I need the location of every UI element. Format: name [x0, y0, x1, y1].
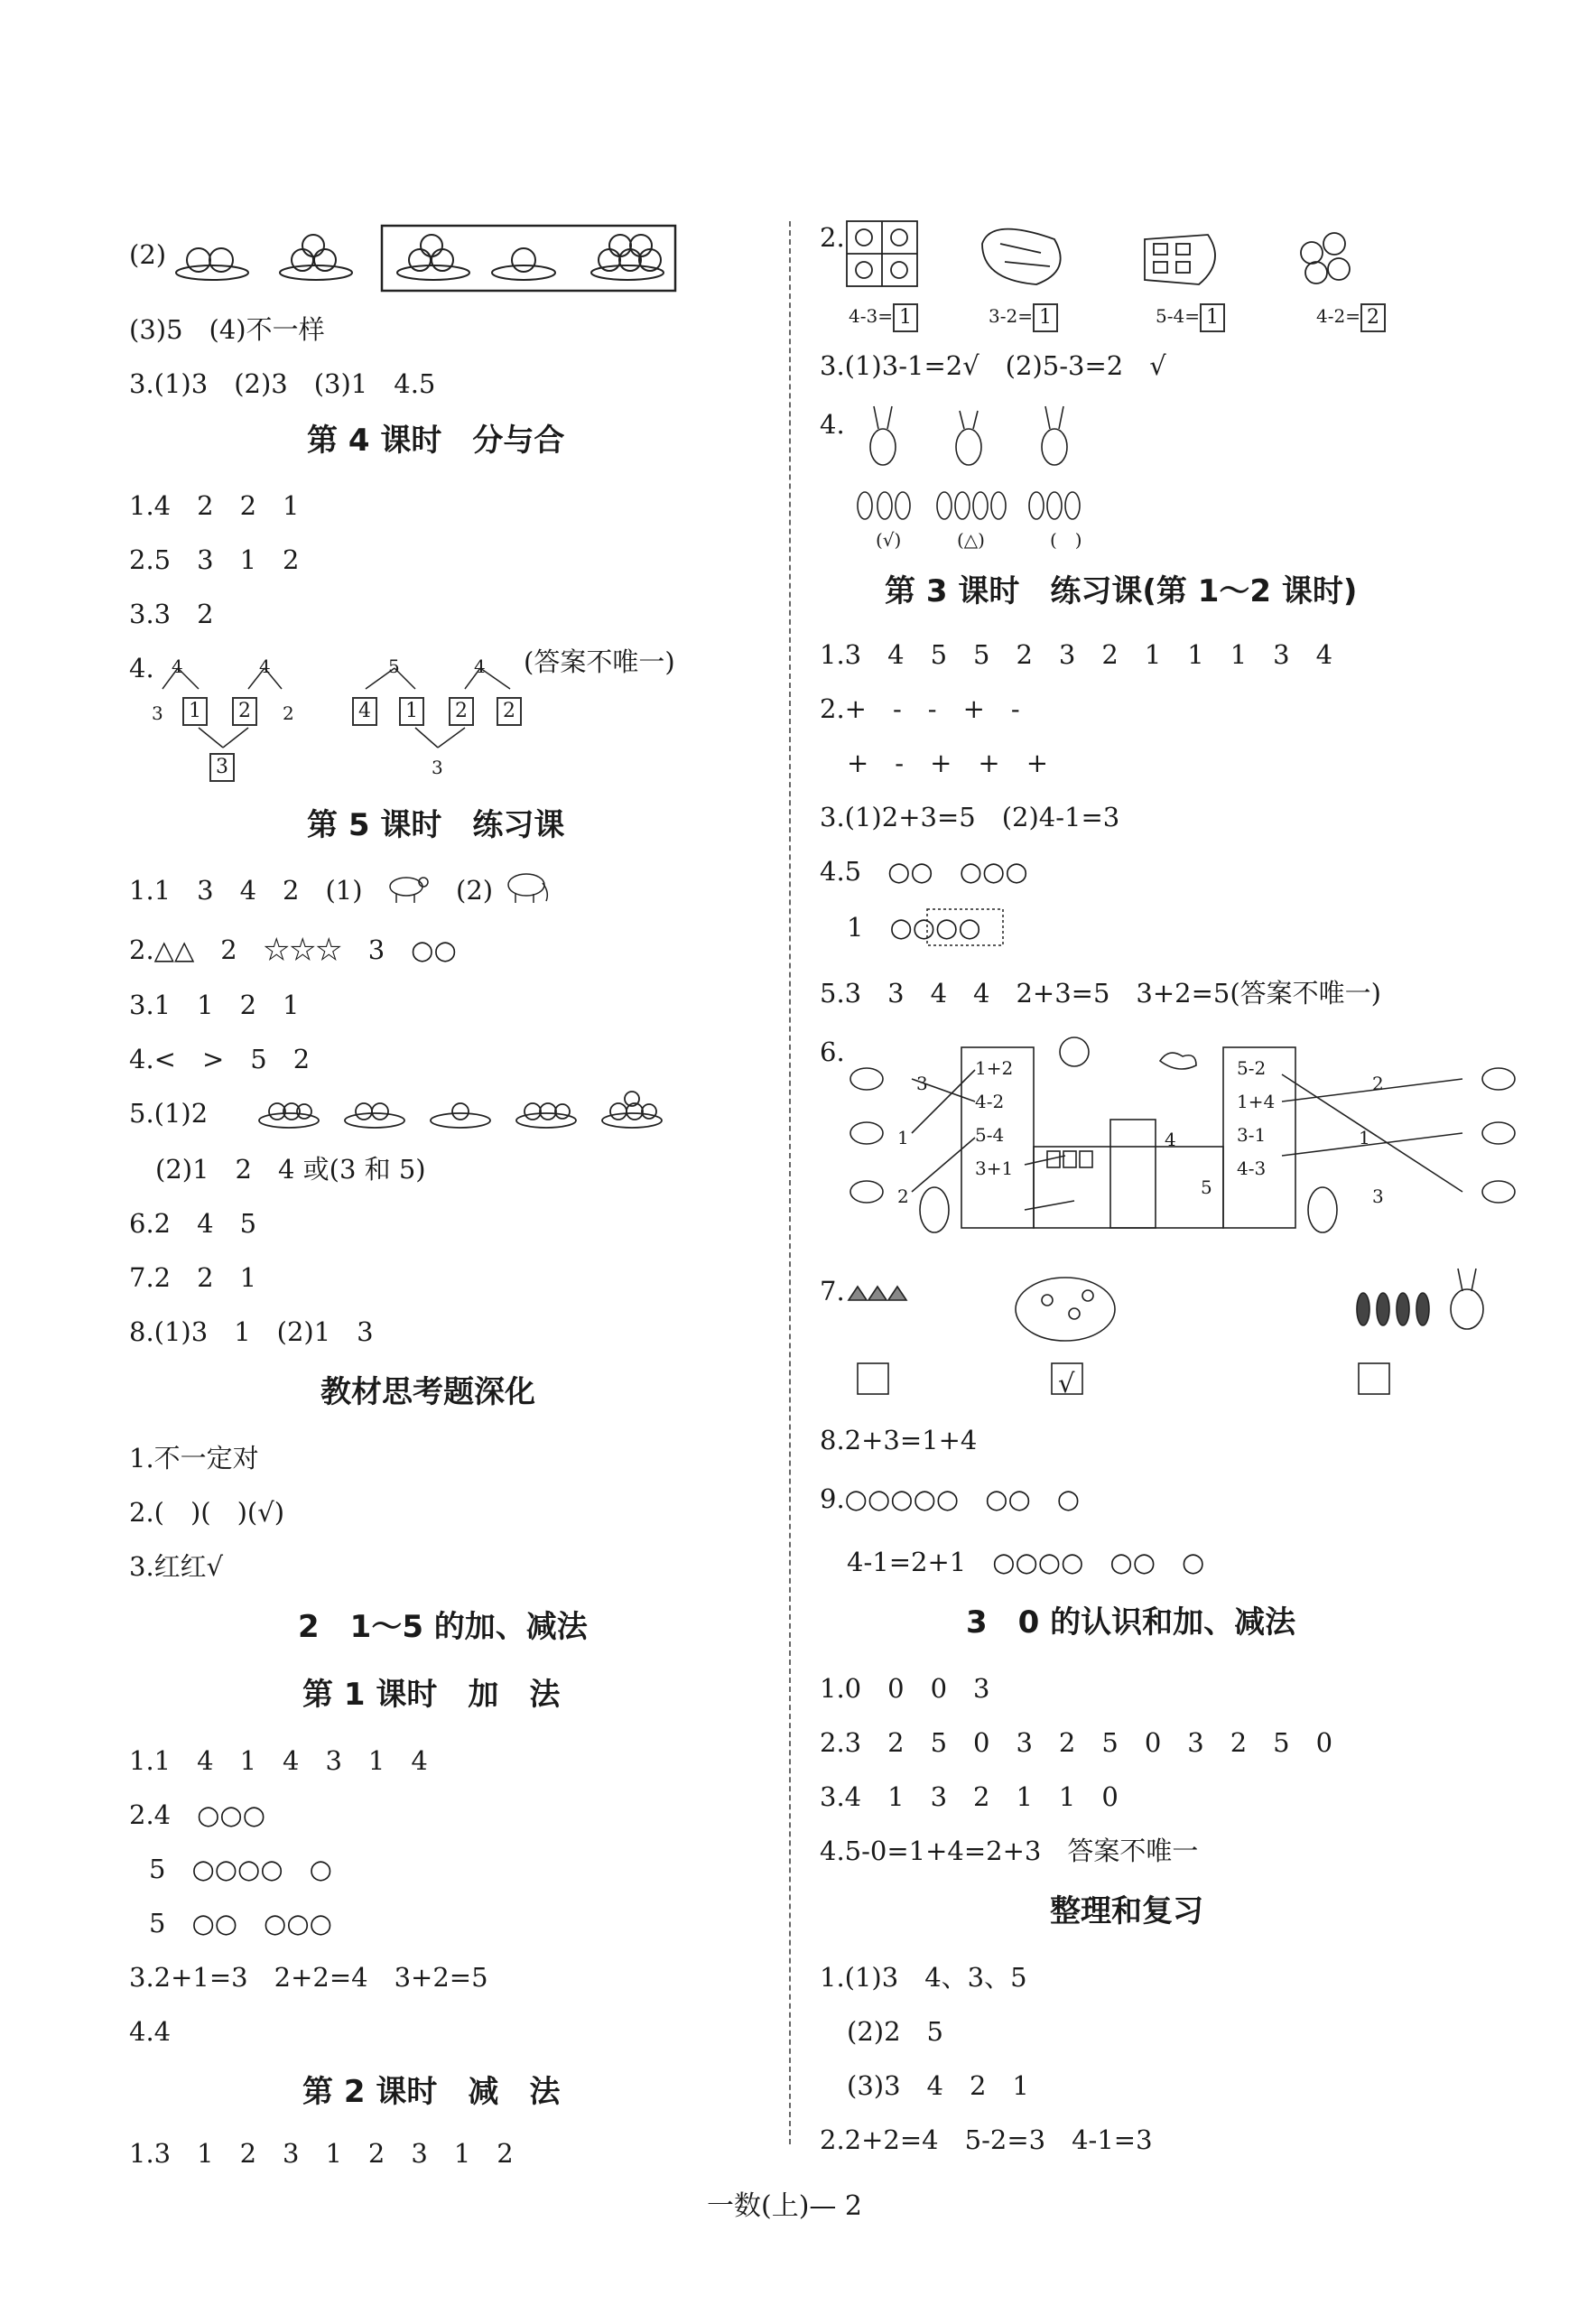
answer-box: 1 — [893, 303, 918, 332]
elephant-icon — [501, 867, 551, 906]
answer-line: 7. — [820, 1276, 845, 1306]
animal-number: 3 — [1372, 1185, 1384, 1207]
answer-line: 6.2 4 5 — [129, 1208, 257, 1239]
answer-line: 6. — [820, 1037, 845, 1067]
section-heading: 第 4 课时 分与合 — [307, 423, 565, 459]
answer-line: 3.红红√ — [129, 1551, 224, 1582]
groups-illustration — [847, 217, 1524, 289]
answer-line: (2)1 2 4 或(3 和 5) — [155, 1154, 426, 1185]
dotted-group — [925, 907, 1007, 949]
tower-label: 5-2 — [1237, 1057, 1267, 1079]
answer-line: 2.( )( )(√) — [129, 1497, 285, 1528]
tree-box: 2 — [449, 697, 474, 726]
answer-line: 7.2 2 1 — [129, 1262, 257, 1293]
answer-line: 1.0 0 0 3 — [820, 1673, 990, 1704]
animal-number: 1 — [897, 1127, 909, 1148]
question7-illustration — [849, 1264, 1517, 1404]
equation: 4-2= — [1316, 305, 1360, 327]
sheep-icon — [384, 869, 429, 906]
answer-line: 2.3 2 5 0 3 2 5 0 3 2 5 0 — [820, 1727, 1333, 1758]
answer-line: 3.2+1=3 2+2=4 3+2=5 — [129, 1962, 488, 1993]
answer-note: (答案不唯一) — [524, 646, 675, 677]
equation: 3-2= — [989, 305, 1033, 327]
answer-line: 1.3 1 2 3 1 2 3 1 2 — [129, 2138, 514, 2169]
answer-line: 1 ○○○○ — [847, 912, 981, 943]
answer-box: 2 — [1360, 303, 1386, 332]
mark: ( ) — [1050, 529, 1082, 551]
answer-line: 4.5-0=1+4=2+3 答案不唯一 — [820, 1836, 1199, 1866]
answer-line: 2.2+2=4 5-2=3 4-1=3 — [820, 2124, 1153, 2155]
equation: 5-4= — [1156, 305, 1200, 327]
answer-line: 1.不一定对 — [129, 1443, 259, 1473]
tower-label: 4-2 — [975, 1091, 1005, 1112]
animal-number: 5 — [1201, 1176, 1212, 1198]
chapter-heading: 2 1～5 的加、减法 — [298, 1609, 588, 1645]
tower-label: 5-4 — [975, 1124, 1005, 1146]
plates-illustration — [172, 226, 686, 293]
page-footer: 一数(上)— 2 — [706, 2190, 863, 2222]
fruit-plates-illustration — [257, 1088, 673, 1133]
answer-line: 3.(1)2+3=5 (2)4-1=3 — [820, 802, 1120, 832]
answer-line: 8.2+3=1+4 — [820, 1425, 978, 1455]
tree-box: 1 — [182, 697, 208, 726]
answer-box: 1 — [1033, 303, 1058, 332]
answer-line: + - + + + — [847, 748, 1048, 778]
section-heading: 第 3 课时 练习课(第 1～2 课时) — [885, 573, 1358, 609]
answer-line: (3)5 (4)不一样 — [129, 314, 325, 345]
tree-number: 2 — [283, 702, 294, 724]
tower-label: 3+1 — [975, 1157, 1014, 1179]
answer-line: 1.4 2 2 1 — [129, 490, 300, 521]
mark: (√) — [876, 529, 902, 551]
answer-line: 4. — [820, 409, 845, 440]
answer-line: (2) — [129, 239, 167, 270]
tree-number: 3 — [432, 757, 443, 778]
tree-number: 3 — [152, 702, 163, 724]
answer-line: 5 ○○ ○○○ — [149, 1908, 332, 1938]
checkmark: √ — [1058, 1368, 1075, 1399]
tree-top: 4 — [172, 655, 183, 677]
answer-line: 3.1 1 2 1 — [129, 990, 300, 1020]
answer-box: 1 — [1200, 303, 1225, 332]
tree-box: 2 — [497, 697, 522, 726]
answer-line: 3.4 1 3 2 1 1 0 — [820, 1781, 1119, 1812]
tree-box: 2 — [232, 697, 257, 726]
tree-top: 5 — [388, 655, 400, 677]
animal-number: 3 — [916, 1073, 928, 1094]
answer-line: 5.3 3 4 4 2+3=5 3+2=5(答案不唯一) — [820, 978, 1381, 1009]
answer-line: 2.△△ 2 ☆☆☆ 3 ○○ — [129, 934, 457, 965]
answer-line: 1.(1)3 4、3、5 — [820, 1962, 1027, 1993]
answer-line: 2.+ - - + - — [820, 693, 1020, 724]
answer-line: 2. — [820, 222, 845, 253]
answer-line: 4.4 — [129, 2016, 172, 2047]
tower-label: 3-1 — [1237, 1124, 1267, 1146]
tree-top: 4 — [474, 655, 486, 677]
animal-number: 1 — [1359, 1127, 1370, 1148]
answer-line: 4-1=2+1 ○○○○ ○○ ○ — [847, 1547, 1205, 1577]
answer-line: 1.3 4 5 5 2 3 2 1 1 1 3 4 — [820, 639, 1333, 670]
animal-number: 2 — [1372, 1073, 1384, 1094]
castle-matching-illustration — [849, 1029, 1517, 1246]
answer-line: 8.(1)3 1 (2)1 3 — [129, 1316, 374, 1347]
tower-label: 4-3 — [1237, 1157, 1267, 1179]
tree-box: 1 — [399, 697, 424, 726]
tower-label: 1+2 — [975, 1057, 1014, 1079]
answer-line: 3.3 2 — [129, 599, 214, 629]
tree-box: 3 — [209, 753, 235, 782]
animal-number: 2 — [897, 1185, 909, 1207]
answer-line: 9.○○○○○ ○○ ○ — [820, 1483, 1081, 1514]
answer-line: 4.5 ○○ ○○○ — [820, 856, 1028, 887]
section-heading: 第 2 课时 减 法 — [302, 2074, 561, 2110]
answer-line: 3.(1)3-1=2√ (2)5-3=2 √ — [820, 350, 1166, 381]
section-heading: 第 1 课时 加 法 — [302, 1677, 561, 1713]
answer-line: 1.1 3 4 2 (1) — [129, 875, 363, 906]
animal-number: 4 — [1165, 1129, 1176, 1150]
chapter-heading: 3 0 的认识和加、减法 — [966, 1604, 1296, 1641]
answer-line: 5 ○○○○ ○ — [149, 1854, 332, 1884]
rabbits-carrots-illustration — [847, 402, 1154, 537]
answer-line: 3.(1)3 (2)3 (3)1 4.5 — [129, 368, 436, 399]
answer-line: 1.1 4 1 4 3 1 4 — [129, 1745, 428, 1776]
answer-line: (2) — [456, 875, 494, 906]
answer-line: 4. — [129, 653, 154, 683]
tree-box: 4 — [352, 697, 377, 726]
mark: (△) — [957, 529, 985, 551]
answer-line: (3)3 4 2 1 — [847, 2070, 1029, 2101]
section-heading: 第 5 课时 练习课 — [307, 807, 565, 843]
answer-line: 2.4 ○○○ — [129, 1799, 266, 1830]
answer-line: 2.5 3 1 2 — [129, 544, 300, 575]
section-heading: 教材思考题深化 — [320, 1374, 535, 1410]
answer-line: 4.< > 5 2 — [129, 1044, 311, 1074]
tree-top: 4 — [259, 655, 271, 677]
section-heading: 整理和复习 — [1050, 1893, 1203, 1929]
answer-line: 5.(1)2 — [129, 1098, 209, 1129]
equation: 4-3= — [849, 305, 893, 327]
answer-line: (2)2 5 — [847, 2016, 943, 2047]
tower-label: 1+4 — [1237, 1091, 1276, 1112]
column-divider — [789, 221, 791, 2144]
